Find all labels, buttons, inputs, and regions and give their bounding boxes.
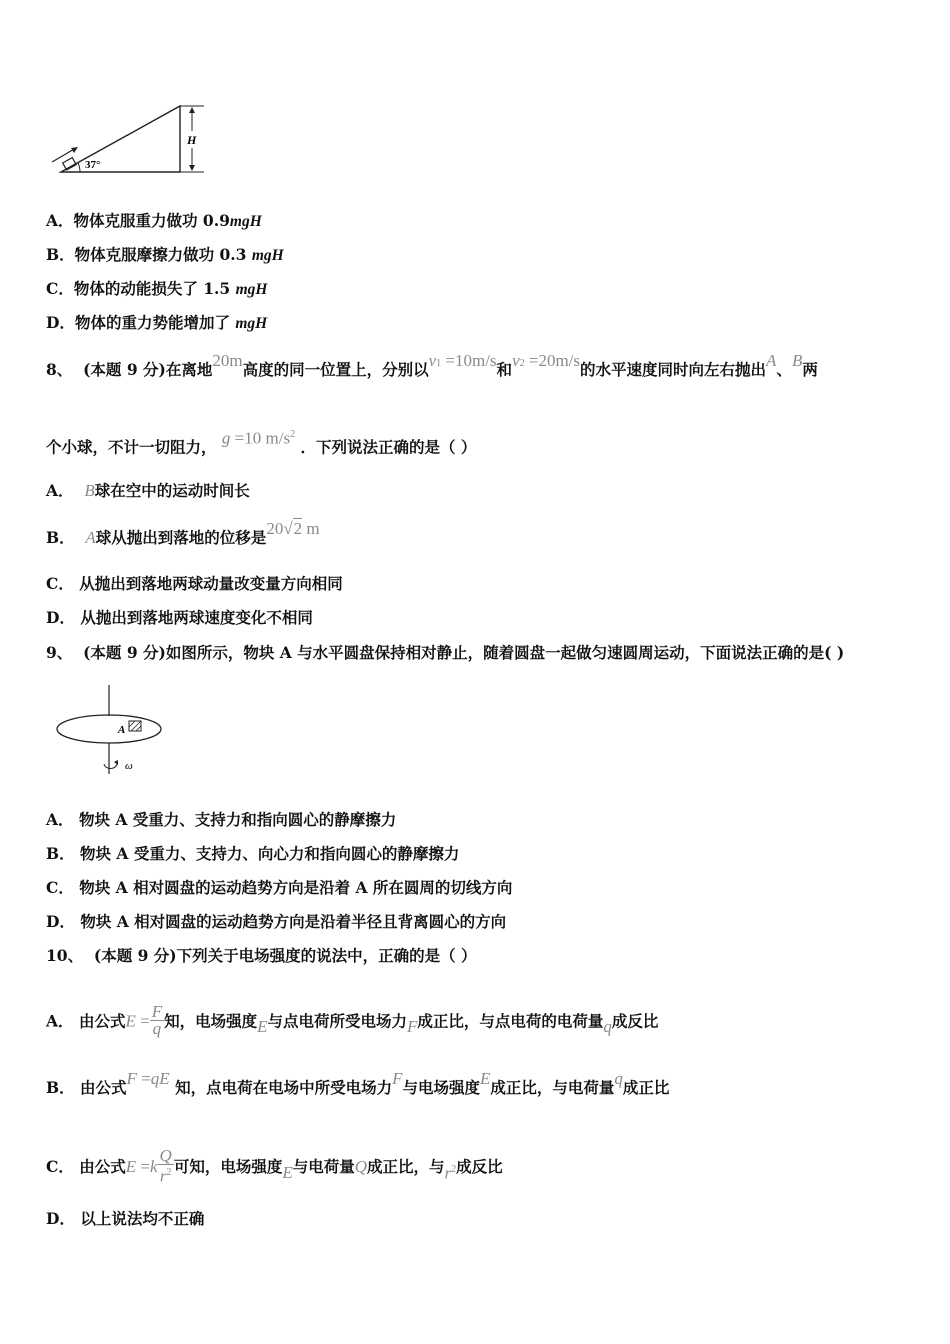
incline-figure — [44, 98, 214, 180]
disk-omega-label: ω — [125, 760, 133, 772]
incline-height-label: H — [187, 133, 197, 147]
q9-option-d: D． 物块 A 相对圆盘的运动趋势方向是沿着半径且背离圆心的方向 — [46, 912, 507, 931]
q8-stem-line2: 个小球，不计一切阻力， g =10 $m/s^2$ ．下列说法正确的是（ ） — [46, 428, 477, 457]
q10-option-d: D． 以上说法均不正确 — [46, 1209, 205, 1228]
q9-option-c: C． 物块 A 相对圆盘的运动趋势方向是沿着 A 所在圆周的切线方向 — [46, 878, 513, 897]
q7-option-a: A．物体克服重力做功 0.9mgH — [46, 211, 262, 230]
q7-option-c: C．物体的动能损失了 1.5 mgH — [46, 279, 268, 298]
q10-option-c: C． 由公式E =k $\frac{Q}{r^2}$ 可知，电场强度E与电荷量Q成正比，与$r^2$成反比 — [46, 1146, 503, 1186]
q8-stem-line1: 8、 (本题 9 分)在离地20m高度的同一位置上，分别以v1 =10m/s和v2 =20m/s的水平速度同时向左右抛出A、B两 — [46, 351, 818, 379]
q10-stem: 10、 (本题 9 分)下列关于电场强度的说法中，正确的是（ ） — [46, 946, 477, 965]
q8-option-a: A． B球在空中的运动时间长 — [46, 481, 250, 500]
q7-option-d: D．物体的重力势能增加了 mgH — [46, 313, 268, 332]
q9-option-a: A． 物块 A 受重力、支持力和指向圆心的静摩擦力 — [46, 810, 397, 829]
q9-stem: 9、 (本题 9 分)如图所示，物块 A 与水平圆盘保持相对静止，随着圆盘一起做匀速圆周运动，下面说法正确的是( ) — [46, 643, 845, 662]
incline-angle-label: 37° — [85, 159, 101, 171]
disk-block-label: A — [118, 724, 126, 736]
q10-option-b: B． 由公式F =qE 知，点电荷在电场中所受电场力F与电场强度E成正比，与电荷量q成正比 — [46, 1069, 670, 1097]
q7-option-b: B．物体克服摩擦力做功 0.3 mgH — [46, 245, 284, 264]
q9-option-b: B． 物块 A 受重力、支持力、向心力和指向圆心的静摩擦力 — [46, 844, 460, 863]
q8-option-d: D． 从抛出到落地两球速度变化不相同 — [46, 608, 313, 627]
q8-option-c: C． 从抛出到落地两球动量改变量方向相同 — [46, 574, 343, 593]
q10-option-a: A． 由公式E = $\frac{F}{q}$ 知，电场强度E与点电荷所受电场力F成正比，与点电荷的电荷量q成反比 — [46, 1002, 659, 1038]
rotating-disk-figure — [52, 682, 172, 782]
q8-option-b: B． A球从抛出到落地的位移是20√2 m — [46, 519, 320, 547]
